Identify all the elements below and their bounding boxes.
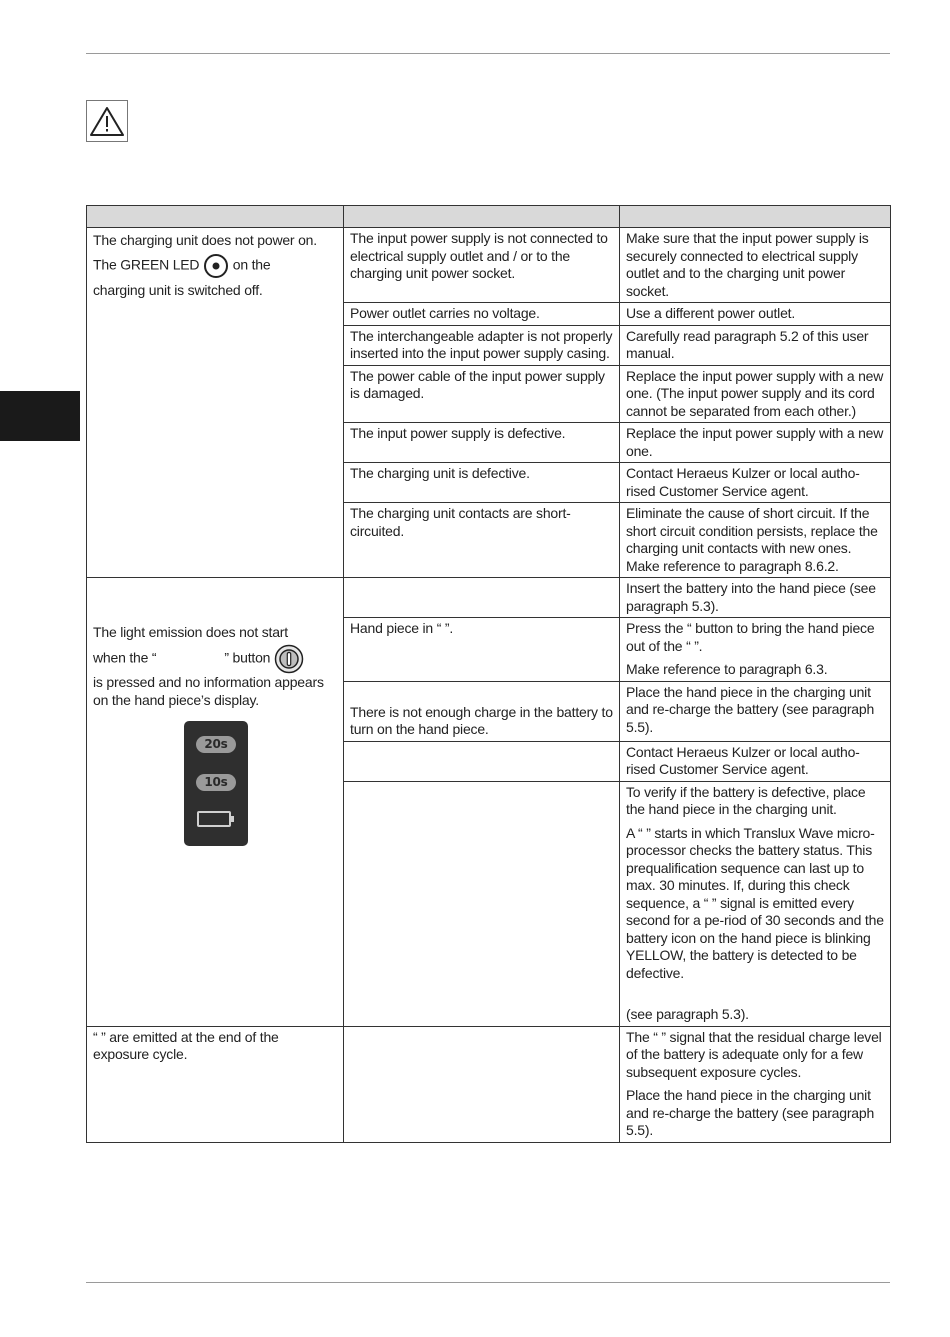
- remedy-cell: [620, 1026, 891, 1142]
- header-cause: [344, 206, 620, 228]
- remedy-cell: Contact Heraeus Kulzer or local autho-rised Customer Service agent.: [620, 463, 891, 503]
- remedy-text: Place the hand piece in the charging unit and re-charge the battery (see paragraph 5.5).: [626, 1087, 875, 1138]
- table-row: [87, 1026, 891, 1142]
- troubleshooting-table: [86, 205, 891, 1143]
- chapter-tab-marker: [0, 391, 80, 441]
- remedy-text: A “ ” starts in which Translux Wave micro-processor checks the battery status. This prequalification sequence can last up to max. 30 minutes. If, during this check sequence, a “ ” signal is emitted every second for a pe-riod of 30 seconds and the battery icon on the hand piece is blinking YELLOW, the battery is detected to be defective.: [626, 824, 884, 981]
- remedy-cell: Contact Heraeus Kulzer or local autho-rised Customer Service agent.: [620, 741, 891, 781]
- problem-text: The GREEN LED: [93, 256, 200, 273]
- cause-cell: [344, 741, 620, 781]
- remedy-cell: Eliminate the cause of short circuit. If the short circuit condition persists, replace the charging unit contacts with new ones. Make reference to paragraph 8.6.2.: [620, 503, 891, 578]
- remedy-cell: Replace the input power supply with a new one. (The input power supply and its cord cannot be separated from each other.): [620, 365, 891, 423]
- hand-piece-display: [184, 721, 248, 846]
- battery-icon: [197, 811, 231, 827]
- problem-cell-light-emission: [87, 578, 344, 1027]
- cause-cell: The interchangeable adapter is not properly inserted into the input power supply casing.: [344, 325, 620, 365]
- remedy-cell: Make sure that the input power supply is securely connected to electrical supply outlet and to the charging unit power socket.: [620, 228, 891, 303]
- remedy-cell: Insert the battery into the hand piece (see paragraph 5.3).: [620, 578, 891, 618]
- remedy-text: Press the “ button to bring the hand piece out of the “ ”.: [626, 620, 875, 654]
- cause-text: There is not enough charge in the battery to turn on the hand piece.: [350, 703, 613, 737]
- problem-text: The light emission does not start: [93, 624, 288, 640]
- timer-20s-indicator: 20s: [196, 736, 236, 753]
- remedy-text: (see paragraph 5.3).: [626, 1006, 749, 1022]
- timer-10s-indicator: 10s: [196, 774, 236, 791]
- cause-cell: Power outlet carries no voltage.: [344, 303, 620, 326]
- cause-cell: Hand piece in “ ”.: [344, 618, 620, 682]
- remedy-cell: [620, 781, 891, 1026]
- table-row: [87, 578, 891, 618]
- problem-text: ” button: [224, 649, 271, 666]
- problem-text: on the: [232, 256, 271, 273]
- top-rule: [86, 53, 890, 54]
- table-row: [87, 228, 891, 303]
- problem-text: charging unit is switched off.: [93, 281, 263, 298]
- remedy-cell: Use a different power outlet.: [620, 303, 891, 326]
- warning-triangle-icon: [89, 105, 125, 137]
- remedy-cell: Place the hand piece in the charging unit and re-charge the battery (see paragraph 5.5).: [620, 681, 891, 741]
- remedy-cell: Replace the input power supply with a new one.: [620, 423, 891, 463]
- cause-cell: [344, 681, 620, 741]
- problem-cell-charging-unit: [87, 228, 344, 578]
- remedy-text: The “ ” signal that the residual charge level of the battery is adequate only for a few subsequent exposure cycles.: [626, 1028, 882, 1080]
- header-remedy: [620, 206, 891, 228]
- cause-cell: The power cable of the input power supply is damaged.: [344, 365, 620, 423]
- problem-text: is pressed and no information appears on the hand piece’s display.: [93, 674, 324, 708]
- table-header-row: [87, 206, 891, 228]
- cause-cell: The input power supply is defective.: [344, 423, 620, 463]
- cause-cell: The charging unit contacts are short-circuited.: [344, 503, 620, 578]
- remedy-text: Make reference to paragraph 6.3.: [626, 661, 828, 677]
- remedy-text: To verify if the battery is defective, place the hand piece in the charging unit.: [626, 783, 866, 817]
- warning-box: [86, 100, 128, 142]
- problem-cell-end-of-cycle: “ ” are emitted at the end of the exposure cycle.: [87, 1026, 344, 1142]
- remedy-cell: [620, 618, 891, 682]
- problem-text: when the “: [93, 649, 157, 666]
- cause-cell: [344, 781, 620, 1026]
- cause-cell: The charging unit is defective.: [344, 463, 620, 503]
- led-indicator-icon: [203, 253, 229, 279]
- cause-cell: [344, 1026, 620, 1142]
- header-problem: [87, 206, 344, 228]
- cause-cell: [344, 578, 620, 618]
- remedy-cell: Carefully read paragraph 5.2 of this user manual.: [620, 325, 891, 365]
- power-button-icon: [274, 644, 304, 674]
- bottom-rule: [86, 1282, 890, 1283]
- problem-text: The charging unit does not power on.: [93, 232, 317, 248]
- cause-cell: The input power supply is not connected to electrical supply outlet and / or to the charging unit power socket.: [344, 228, 620, 303]
